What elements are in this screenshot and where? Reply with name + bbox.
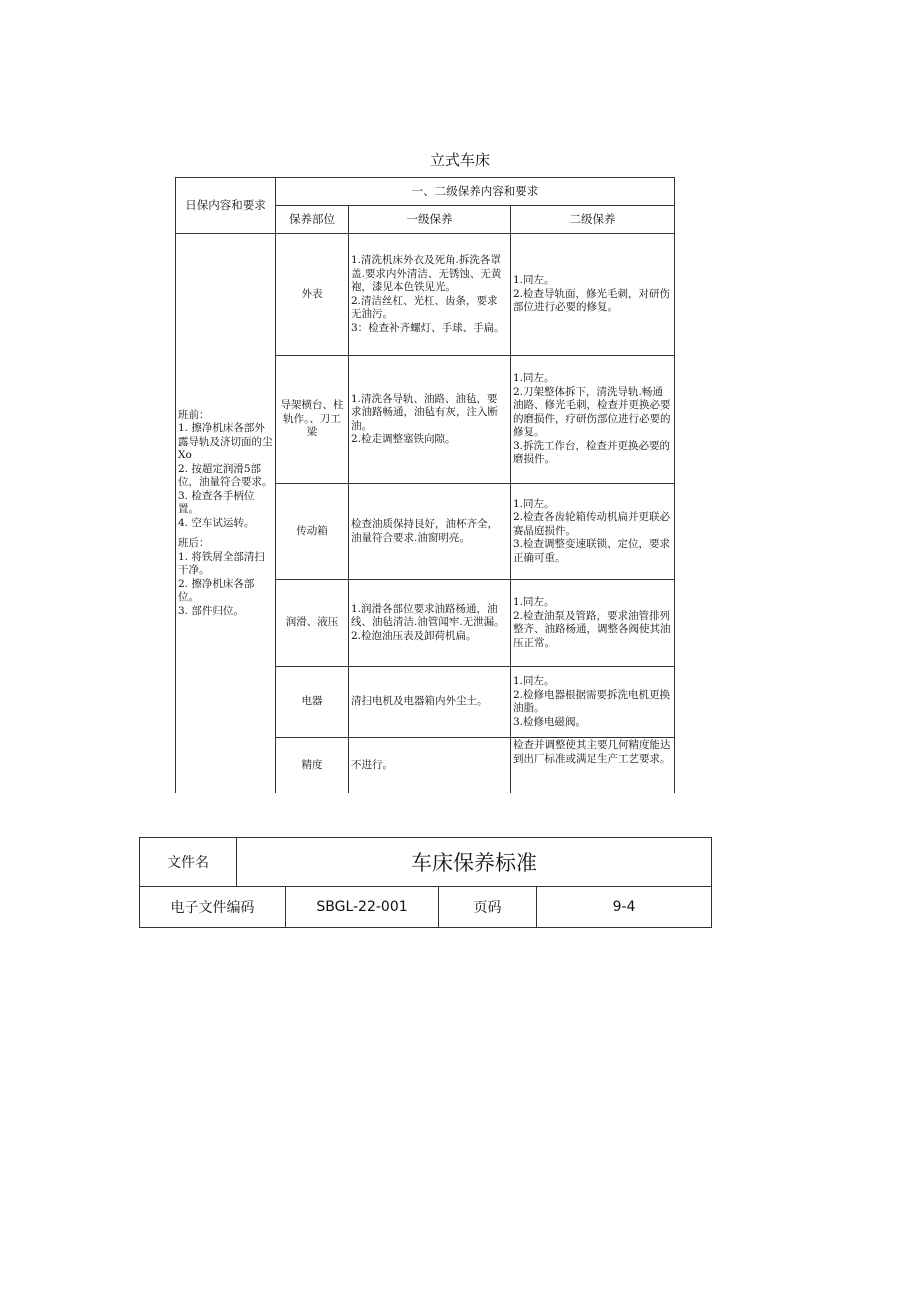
part-cell: 润滑、液压 (276, 580, 349, 667)
maintenance-table (175, 177, 675, 793)
daily-line: 3. 检查各手柄位置。 (178, 489, 255, 515)
level1-cell: 1.润滑各部位要求油路杨通，油线、油毡清洁.油管闻牢.无泄漏。 2.检泡油压表及卸荷机扁。 (349, 580, 511, 667)
code-label: 电子文件编码 (140, 887, 286, 928)
part-cell: 电器 (276, 667, 349, 738)
page-label: 页码 (439, 887, 537, 928)
level1-cell: 检查油质保持艮好，油杯齐全，油量符合要求.油窗明亮。 (349, 484, 511, 580)
level2-cell: 1.同左。 2.检查油泵及管路，要求油管排列整齐、油路杨通，调整各阀使其油压正常。 (511, 580, 675, 667)
col-level1-header: 一级保养 (349, 206, 511, 234)
daily-line: 1. 擦净机床各部外露导轨及济切面的尘 (178, 422, 273, 448)
daily-line: 班后： (178, 537, 210, 549)
level2-cell: 1.同左。 2.检修电器根据需要拆洗电机更换油脂。 3.检修电磁阀。 (511, 667, 675, 738)
daily-line: 班前： (178, 408, 210, 421)
level1-cell: 清扫电机及电器箱内外尘土。 (349, 667, 511, 738)
level2-cell: 检查并调整使其主要几何精度能达到出厂标准或满足生产工艺要求。 (511, 738, 675, 793)
daily-content (176, 234, 276, 793)
page-value: 9-4 (537, 887, 712, 928)
file-name-label: 文件名 (140, 838, 237, 887)
file-name-value: 车床保养标准 (237, 838, 712, 887)
daily-line: 2. 擦净机床各部位。 (178, 577, 255, 603)
level2-cell: 1.同左。 2.刀架整体拆下，清洗导轨.畅通油路、修光毛刺，检查并更换必要的磨损件，疗研伤部位进行必要的修复。 3.拆洗工作台，检查并更换必要的磨损件。 (511, 356, 675, 484)
document-title: 立式车床 (429, 151, 490, 169)
code-value: SBGL-22-001 (286, 887, 439, 928)
table-row (176, 234, 675, 356)
daily-line: 1. 将铁屑全部清扫干净。 (178, 550, 265, 576)
group-header: 一、二级保养内容和要求 (276, 178, 675, 206)
level1-cell: 1.清洗机床外衣及死角.拆洗各罩盖.要求内外清洁、无锈蚀、无黄袍，漆见本色铁见光。 2.清洁丝杠、光杠、齿条，要求无油污。 3：检查补齐螺灯、手球、手扁。 (349, 234, 511, 356)
daily-header: 日保内容和要求 (176, 178, 276, 234)
daily-line: 3. 部件归位。 (178, 604, 244, 617)
daily-line: 4. 空车试运转。 (178, 516, 255, 529)
part-cell: 传动箱 (276, 484, 349, 580)
file-info-table (139, 837, 712, 928)
part-cell: 导架横台、柱轨作。、刀工梁 (276, 356, 349, 484)
level2-cell: 1.同左。 2.检查各齿轮箱传动机扁并更联必赛晶庭损件。 3.检查调整变速联锁、定位，要求正确可重。 (511, 484, 675, 580)
daily-line: Xo (178, 449, 192, 461)
level1-cell: 1.清洗各导轨、油路、油毡，要求油路畅通，油毡有灰，注入断油。 2.检走调整塞铁向隙。 (349, 356, 511, 484)
col-level2-header: 二级保养 (511, 206, 675, 234)
level2-cell: 1.同左。 2.检查导轨面，修光毛刺，对研伤部位进行必要的修复。 (511, 234, 675, 356)
daily-line: 2. 按超定润滑5部位，油量符合要求。 (178, 462, 273, 488)
col-part-header: 保养部位 (276, 206, 349, 234)
part-cell: 精度 (276, 738, 349, 793)
level1-cell: 不进行。 (349, 738, 511, 793)
part-cell: 外表 (276, 234, 349, 356)
